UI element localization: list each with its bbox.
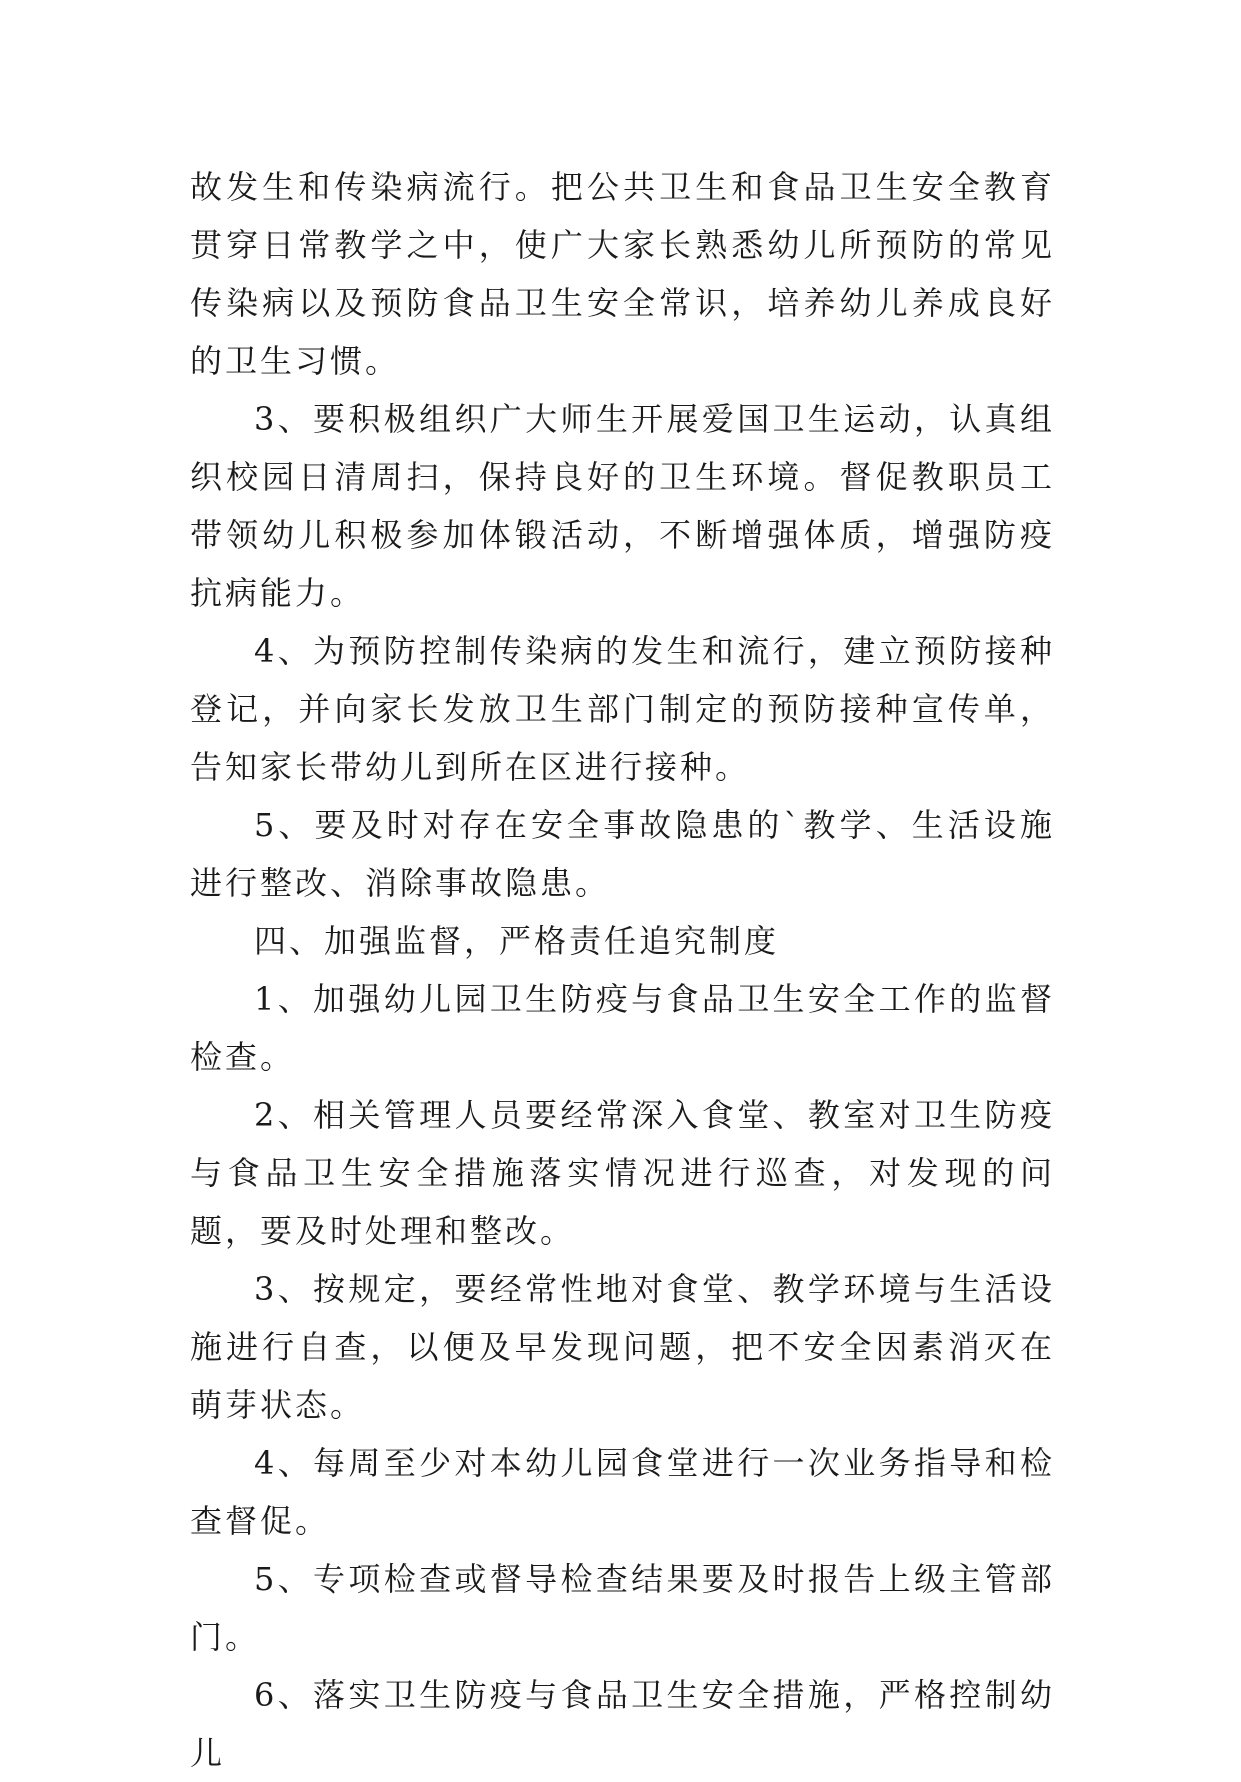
paragraph-3: 4、为预防控制传染病的发生和流行，建立预防接种登记，并向家长发放卫生部门制定的预防接种宣传单，告知家长带幼儿到所在区进行接种。 (190, 632, 1055, 786)
paragraph-2: 3、要积极组织广大师生开展爱国卫生运动，认真组织校园日清周扫，保持良好的卫生环境。督促教职员工带领幼儿积极参加体锻活动，不断增强体质，增强防疫抗病能力。 (190, 400, 1055, 612)
section-heading: 四、加强监督，严格责任追究制度 (254, 922, 780, 960)
paragraph-7: 3、按规定，要经常性地对食堂、教学环境与生活设施进行自查，以便及早发现问题，把不安全因素消灭在萌芽状态。 (190, 1270, 1055, 1424)
document-body (190, 158, 1055, 1782)
paragraph-4: 5、要及时对存在安全事故隐患的`教学、生活设施进行整改、消除事故隐患。 (190, 806, 1055, 902)
paragraph-10: 6、落实卫生防疫与食品卫生安全措施，严格控制幼儿 (190, 1676, 1055, 1772)
paragraph-5: 1、加强幼儿园卫生防疫与食品卫生安全工作的监督检查。 (190, 980, 1055, 1076)
paragraph-6: 2、相关管理人员要经常深入食堂、教室对卫生防疫与食品卫生安全措施落实情况进行巡查，对发现的问题，要及时处理和整改。 (190, 1096, 1055, 1250)
paragraph-8: 4、每周至少对本幼儿园食堂进行一次业务指导和检查督促。 (190, 1444, 1055, 1540)
paragraph-1: 故发生和传染病流行。把公共卫生和食品卫生安全教育贯穿日常教学之中，使广大家长熟悉幼儿所预防的常见传染病以及预防食品卫生安全常识，培养幼儿养成良好的卫生习惯。 (190, 168, 1055, 380)
paragraph-9: 5、专项检查或督导检查结果要及时报告上级主管部门。 (190, 1560, 1055, 1656)
